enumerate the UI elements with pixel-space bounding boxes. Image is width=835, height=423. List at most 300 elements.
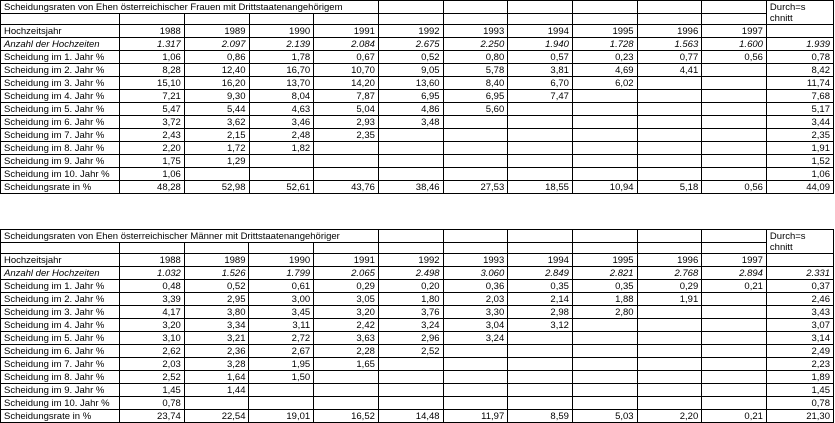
data-cell: 0,23 [572,51,637,64]
average-header-line1: Durch=s [769,2,806,13]
row-label: Anzahl der Hochzeiten [1,38,120,51]
data-cell [637,384,702,397]
year-header: 1997 [702,25,767,38]
data-cell: 43,76 [314,181,379,194]
data-cell: 2.849 [508,267,573,280]
empty-cell [120,243,185,254]
data-cell [572,142,637,155]
data-cell [572,116,637,129]
data-cell [702,397,767,410]
year-header: 1997 [702,254,767,267]
data-cell: 2.894 [702,267,767,280]
average-cell: 1.939 [766,38,833,51]
year-header: 1995 [572,254,637,267]
empty-cell [378,1,443,14]
average-cell: 0,37 [766,280,833,293]
data-cell: 2.675 [378,38,443,51]
data-cell: 3,46 [249,116,314,129]
empty-cell [378,230,443,243]
row-label: Scheidung im 3. Jahr % [1,77,120,90]
data-cell: 2.065 [314,267,379,280]
data-cell [702,293,767,306]
data-cell [314,155,379,168]
average-cell: 2,23 [766,358,833,371]
data-cell: 2,20 [637,410,702,423]
data-cell: 6,95 [443,90,508,103]
data-cell: 12,40 [184,64,249,77]
data-cell [508,332,573,345]
data-cell: 1.940 [508,38,573,51]
data-cell: 9,05 [378,64,443,77]
data-cell: 3,34 [184,319,249,332]
empty-cell [378,243,443,254]
average-cell: 3,07 [766,319,833,332]
row-label: Scheidung im 2. Jahr % [1,64,120,77]
table-row [1,116,834,129]
data-cell: 5,60 [443,103,508,116]
data-cell [637,358,702,371]
empty-cell [184,14,249,25]
year-header: 1992 [378,254,443,267]
data-cell: 1,29 [184,155,249,168]
data-cell [572,168,637,181]
row-label: Scheidung im 10. Jahr % [1,168,120,181]
data-cell [702,129,767,142]
data-cell: 8,28 [120,64,185,77]
empty-cell [184,243,249,254]
average-cell: 3,14 [766,332,833,345]
data-cell [314,384,379,397]
year-header: 1988 [120,25,185,38]
data-cell: 11,97 [443,410,508,423]
data-cell: 2,14 [508,293,573,306]
data-cell: 1,95 [249,358,314,371]
row-label: Scheidung im 6. Jahr % [1,345,120,358]
data-cell: 9,30 [184,90,249,103]
data-cell: 3,62 [184,116,249,129]
data-cell: 16,20 [184,77,249,90]
data-cell [702,64,767,77]
data-cell [637,129,702,142]
data-cell: 3,00 [249,293,314,306]
data-cell: 5,44 [184,103,249,116]
data-cell [572,358,637,371]
data-cell: 4,69 [572,64,637,77]
data-cell [249,384,314,397]
table-row [1,168,834,181]
data-cell [637,397,702,410]
data-cell [378,384,443,397]
data-cell: 4,17 [120,306,185,319]
data-cell: 1,06 [120,51,185,64]
data-cell [702,319,767,332]
data-cell [702,332,767,345]
data-cell: 3,24 [378,319,443,332]
table-row [1,155,834,168]
data-cell: 2,03 [443,293,508,306]
data-cell [637,371,702,384]
data-cell [508,397,573,410]
average-cell: 2,49 [766,345,833,358]
data-cell: 5,04 [314,103,379,116]
table-row [1,51,834,64]
data-cell [508,129,573,142]
data-cell: 3,28 [184,358,249,371]
empty-cell [443,243,508,254]
data-cell [443,358,508,371]
data-cell [184,168,249,181]
year-header: 1996 [637,254,702,267]
data-cell: 2.250 [443,38,508,51]
data-cell [702,142,767,155]
row-label: Scheidung im 10. Jahr % [1,397,120,410]
data-cell [378,358,443,371]
data-cell: 3,21 [184,332,249,345]
row-label: Scheidung im 6. Jahr % [1,116,120,129]
average-header-line2: chnitt [769,13,793,24]
row-label: Scheidung im 4. Jahr % [1,319,120,332]
data-cell [508,116,573,129]
year-header: 1991 [314,254,379,267]
data-cell [443,397,508,410]
data-cell: 1,45 [120,384,185,397]
row-label: Scheidung im 9. Jahr % [1,384,120,397]
average-cell: 11,74 [766,77,833,90]
data-cell: 2,62 [120,345,185,358]
data-cell [508,155,573,168]
data-cell: 3,63 [314,332,379,345]
data-cell: 3,24 [443,332,508,345]
year-header: 1990 [249,254,314,267]
data-cell: 38,46 [378,181,443,194]
data-cell [443,371,508,384]
data-cell [508,358,573,371]
average-column-header [766,230,833,254]
data-cell: 1.317 [120,38,185,51]
empty-cell [702,230,767,243]
data-cell: 10,94 [572,181,637,194]
empty-cell [378,14,443,25]
data-cell: 2,80 [572,306,637,319]
empty-cell [766,254,833,267]
data-cell: 1,65 [314,358,379,371]
data-cell [637,319,702,332]
data-cell [443,384,508,397]
empty-cell [637,1,702,14]
empty-cell [637,243,702,254]
data-cell: 2.084 [314,38,379,51]
table-row [1,280,834,293]
data-cell: 3,20 [120,319,185,332]
average-cell: 2.331 [766,267,833,280]
data-cell: 0,21 [702,280,767,293]
data-cell: 8,40 [443,77,508,90]
data-cell [702,358,767,371]
data-cell [184,397,249,410]
data-cell: 0,52 [378,51,443,64]
row-label: Scheidung im 1. Jahr % [1,51,120,64]
data-cell: 3,30 [443,306,508,319]
data-cell: 3,12 [508,319,573,332]
data-cell: 0,48 [120,280,185,293]
average-cell: 0,78 [766,51,833,64]
data-cell: 2,36 [184,345,249,358]
data-cell [702,103,767,116]
empty-cell [443,14,508,25]
empty-cell [572,230,637,243]
data-cell: 3,20 [314,306,379,319]
data-cell: 0,21 [702,410,767,423]
table-row [1,38,834,51]
table-row [1,293,834,306]
data-cell [637,155,702,168]
row-label: Scheidung im 4. Jahr % [1,90,120,103]
data-cell: 1.526 [184,267,249,280]
data-cell: 3,45 [249,306,314,319]
data-cell: 1,44 [184,384,249,397]
table-row [1,397,834,410]
data-cell: 3,72 [120,116,185,129]
data-cell [314,397,379,410]
data-cell: 1,91 [637,293,702,306]
average-cell: 1,45 [766,384,833,397]
empty-cell [572,243,637,254]
average-cell: 2,46 [766,293,833,306]
row-label: Scheidung im 2. Jahr % [1,293,120,306]
row-label: Scheidungsrate in % [1,410,120,423]
data-cell: 2.498 [378,267,443,280]
empty-cell [637,230,702,243]
row-label: Scheidung im 8. Jahr % [1,142,120,155]
average-column-header [766,1,833,25]
data-cell: 1.799 [249,267,314,280]
table-row [1,371,834,384]
data-cell: 8,59 [508,410,573,423]
data-cell: 1,78 [249,51,314,64]
table-row [1,142,834,155]
data-cell: 1,88 [572,293,637,306]
table-row [1,77,834,90]
table-row [1,64,834,77]
data-cell: 6,02 [572,77,637,90]
data-cell: 1.032 [120,267,185,280]
table-row [1,129,834,142]
data-cell: 52,61 [249,181,314,194]
data-cell: 18,55 [508,181,573,194]
data-cell: 2,03 [120,358,185,371]
data-cell: 2,15 [184,129,249,142]
year-header: 1996 [637,25,702,38]
data-cell [702,155,767,168]
table-maenner [0,229,834,423]
empty-cell [1,14,120,25]
average-cell: 3,44 [766,116,833,129]
data-cell: 0,80 [443,51,508,64]
data-cell: 1.563 [637,38,702,51]
average-cell: 7,68 [766,90,833,103]
table-row [1,384,834,397]
data-cell [702,90,767,103]
data-cell [508,345,573,358]
table-row [1,90,834,103]
data-cell: 2.768 [637,267,702,280]
average-cell: 1,89 [766,371,833,384]
empty-cell [314,14,379,25]
data-cell: 3,10 [120,332,185,345]
data-cell: 3.060 [443,267,508,280]
data-cell [637,116,702,129]
data-cell: 1,64 [184,371,249,384]
data-cell: 2.821 [572,267,637,280]
year-header: 1990 [249,25,314,38]
table-row [1,319,834,332]
data-cell: 3,48 [378,116,443,129]
data-cell [702,306,767,319]
empty-cell [443,1,508,14]
data-cell: 4,41 [637,64,702,77]
empty-cell [249,243,314,254]
data-cell [637,142,702,155]
data-cell [572,319,637,332]
data-cell: 0,29 [314,280,379,293]
data-cell: 0,52 [184,280,249,293]
empty-cell [766,25,833,38]
data-cell: 5,18 [637,181,702,194]
empty-cell [249,14,314,25]
data-cell [572,397,637,410]
data-cell [314,142,379,155]
data-cell [702,345,767,358]
empty-cell [443,230,508,243]
header-label: Hochzeitsjahr [1,254,120,267]
data-cell [702,371,767,384]
empty-cell [508,14,573,25]
data-cell: 0,67 [314,51,379,64]
data-cell [249,168,314,181]
table-row [1,332,834,345]
data-cell: 5,47 [120,103,185,116]
data-cell: 0,35 [508,280,573,293]
data-cell: 3,11 [249,319,314,332]
average-cell: 21,30 [766,410,833,423]
data-cell: 0,29 [637,280,702,293]
data-cell [637,306,702,319]
row-label: Scheidung im 9. Jahr % [1,155,120,168]
data-cell: 0,36 [443,280,508,293]
empty-cell [702,14,767,25]
data-cell [702,116,767,129]
table-row [1,306,834,319]
data-cell [314,371,379,384]
row-label: Anzahl der Hochzeiten [1,267,120,280]
average-cell: 1,06 [766,168,833,181]
data-cell [508,371,573,384]
data-cell: 4,86 [378,103,443,116]
year-header: 1994 [508,254,573,267]
data-cell [508,384,573,397]
row-label: Scheidung im 5. Jahr % [1,103,120,116]
empty-cell [572,1,637,14]
data-cell: 0,86 [184,51,249,64]
data-cell: 2,20 [120,142,185,155]
data-cell [378,129,443,142]
data-cell [508,168,573,181]
data-cell: 3,80 [184,306,249,319]
data-cell [443,345,508,358]
year-header: 1993 [443,25,508,38]
data-cell [443,129,508,142]
data-cell: 48,28 [120,181,185,194]
data-cell [637,345,702,358]
data-cell: 52,98 [184,181,249,194]
table-row [1,267,834,280]
data-cell: 10,70 [314,64,379,77]
year-header: 1989 [184,254,249,267]
data-cell [572,371,637,384]
data-cell [443,116,508,129]
data-cell: 6,70 [508,77,573,90]
data-cell: 19,01 [249,410,314,423]
data-cell [637,90,702,103]
data-cell [637,103,702,116]
data-cell [378,142,443,155]
table-frauen [0,0,834,194]
data-cell: 16,52 [314,410,379,423]
data-cell: 0,77 [637,51,702,64]
row-label: Scheidungsrate in % [1,181,120,194]
table-title: Scheidungsraten von Ehen österreichischer Männer mit Drittstaatenangehöriger [1,230,379,243]
data-cell [378,168,443,181]
data-cell: 13,70 [249,77,314,90]
data-cell: 7,21 [120,90,185,103]
data-cell [314,168,379,181]
data-cell: 3,04 [443,319,508,332]
data-cell [572,90,637,103]
data-cell: 8,04 [249,90,314,103]
data-cell [637,168,702,181]
average-cell: 1,52 [766,155,833,168]
data-cell: 13,60 [378,77,443,90]
data-cell: 16,70 [249,64,314,77]
data-cell: 2,52 [120,371,185,384]
data-cell: 14,48 [378,410,443,423]
data-cell: 2,95 [184,293,249,306]
table-row [1,358,834,371]
data-cell [443,155,508,168]
year-header: 1995 [572,25,637,38]
data-cell: 1,50 [249,371,314,384]
average-cell: 44,09 [766,181,833,194]
data-cell: 15,10 [120,77,185,90]
data-cell: 7,87 [314,90,379,103]
empty-cell [572,14,637,25]
row-label: Scheidung im 7. Jahr % [1,129,120,142]
year-header: 1988 [120,254,185,267]
data-cell: 4,63 [249,103,314,116]
data-cell: 1.728 [572,38,637,51]
data-cell: 1.600 [702,38,767,51]
table-row [1,103,834,116]
data-cell [572,384,637,397]
data-cell: 0,57 [508,51,573,64]
table-title: Scheidungsraten von Ehen österreichischer Frauen mit Drittstaatenangehörigem [1,1,379,14]
year-header: 1989 [184,25,249,38]
data-cell [572,155,637,168]
data-cell [508,103,573,116]
data-cell: 2,28 [314,345,379,358]
data-cell: 7,47 [508,90,573,103]
year-header: 1993 [443,254,508,267]
